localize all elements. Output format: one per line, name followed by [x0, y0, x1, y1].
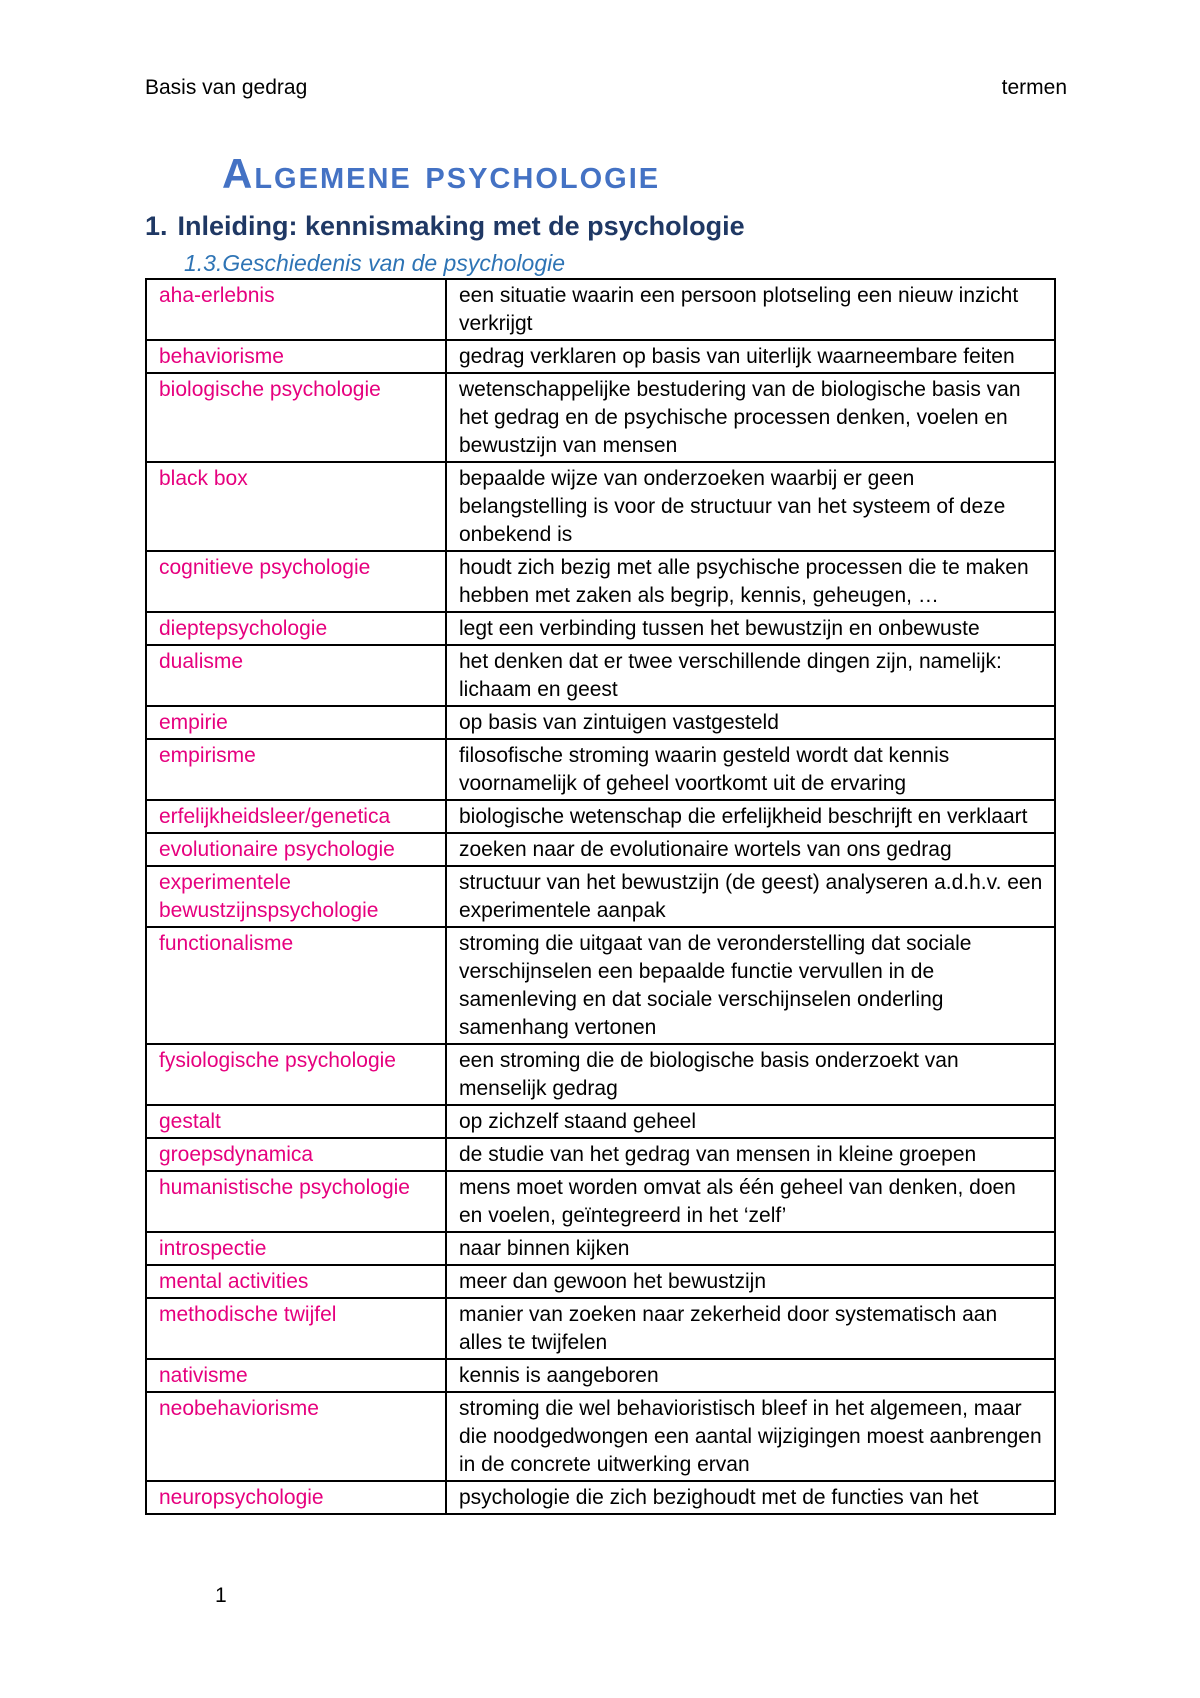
header-left: Basis van gedrag [145, 76, 308, 99]
definition-cell: gedrag verklaren op basis van uiterlijk waarneembare feiten [446, 340, 1055, 373]
definition-cell: stroming die uitgaat van de veronderstelling dat sociale verschijnselen een bepaalde functie vervullen in de samenleving en dat sociale verschijnselen onderling samenhang vertonen [446, 927, 1055, 1044]
term-cell: humanistische psychologie [146, 1171, 446, 1232]
definition-cell: legt een verbinding tussen het bewustzijn en onbewuste [446, 612, 1055, 645]
chapter-number: 1. [145, 211, 168, 241]
definition-cell: houdt zich bezig met alle psychische processen die te maken hebben met zaken als begrip, kennis, geheugen, … [446, 551, 1055, 612]
term-cell: nativisme [146, 1359, 446, 1392]
term-cell: neobehaviorisme [146, 1392, 446, 1481]
page-number: 1 [215, 1584, 227, 1607]
term-cell: dualisme [146, 645, 446, 706]
table-row [146, 833, 1055, 866]
definition-cell: filosofische stroming waarin gesteld wordt dat kennis voornamelijk of geheel voortkomt uit de ervaring [446, 739, 1055, 800]
term-cell: aha-erlebnis [146, 279, 446, 340]
term-cell: evolutionaire psychologie [146, 833, 446, 866]
term-cell: introspectie [146, 1232, 446, 1265]
definition-cell: meer dan gewoon het bewustzijn [446, 1265, 1055, 1298]
table-row [146, 373, 1055, 462]
table-row [146, 279, 1055, 340]
document-title: Algemene psychologie [222, 150, 661, 197]
table-row [146, 800, 1055, 833]
term-cell: mental activities [146, 1265, 446, 1298]
term-cell: biologische psychologie [146, 373, 446, 462]
definition-cell: bepaalde wijze van onderzoeken waarbij er geen belangstelling is voor de structuur van het systeem of deze onbekend is [446, 462, 1055, 551]
term-cell: erfelijkheidsleer/genetica [146, 800, 446, 833]
term-cell: empirie [146, 706, 446, 739]
definition-cell: stroming die wel behavioristisch bleef in het algemeen, maar die noodgedwongen een aantal wijzigingen moest aanbrengen in de concrete uitwerking ervan [446, 1392, 1055, 1481]
definition-cell: naar binnen kijken [446, 1232, 1055, 1265]
table-row [146, 866, 1055, 927]
table-row [146, 551, 1055, 612]
table-row [146, 340, 1055, 373]
definition-cell: mens moet worden omvat als één geheel van denken, doen en voelen, geïntegreerd in het ‘zelf’ [446, 1171, 1055, 1232]
definition-cell: een situatie waarin een persoon plotseling een nieuw inzicht verkrijgt [446, 279, 1055, 340]
definition-cell: kennis is aangeboren [446, 1359, 1055, 1392]
table-row [146, 1232, 1055, 1265]
term-cell: cognitieve psychologie [146, 551, 446, 612]
table-row [146, 1138, 1055, 1171]
term-cell: experimentele bewustzijnspsychologie [146, 866, 446, 927]
table-row [146, 1105, 1055, 1138]
definition-cell: op zichzelf staand geheel [446, 1105, 1055, 1138]
header-right: termen [1001, 76, 1067, 99]
definition-cell: zoeken naar de evolutionaire wortels van ons gedrag [446, 833, 1055, 866]
term-cell: functionalisme [146, 927, 446, 1044]
table-row [146, 612, 1055, 645]
definition-cell: psychologie die zich bezighoudt met de functies van het [446, 1481, 1055, 1514]
terms-table [145, 278, 1056, 1515]
term-cell: dieptepsychologie [146, 612, 446, 645]
term-cell: black box [146, 462, 446, 551]
definition-cell: het denken dat er twee verschillende dingen zijn, namelijk: lichaam en geest [446, 645, 1055, 706]
section-heading: 1.3.Geschiedenis van de psychologie [184, 250, 566, 276]
term-cell: methodische twijfel [146, 1298, 446, 1359]
definition-cell: op basis van zintuigen vastgesteld [446, 706, 1055, 739]
table-row [146, 1171, 1055, 1232]
definition-cell: structuur van het bewustzijn (de geest) analyseren a.d.h.v. een experimentele aanpak [446, 866, 1055, 927]
table-row [146, 1265, 1055, 1298]
term-cell: gestalt [146, 1105, 446, 1138]
term-cell: behaviorisme [146, 340, 446, 373]
chapter-heading [145, 211, 745, 242]
definition-cell: manier van zoeken naar zekerheid door systematisch aan alles te twijfelen [446, 1298, 1055, 1359]
chapter-title: Inleiding: kennismaking met de psychologie [177, 211, 745, 241]
term-cell: empirisme [146, 739, 446, 800]
term-cell: groepsdynamica [146, 1138, 446, 1171]
term-cell: fysiologische psychologie [146, 1044, 446, 1105]
definition-cell: biologische wetenschap die erfelijkheid beschrijft en verklaart [446, 800, 1055, 833]
term-cell: neuropsychologie [146, 1481, 446, 1514]
table-row [146, 1044, 1055, 1105]
table-row [146, 1359, 1055, 1392]
terms-table-body [146, 279, 1055, 1514]
table-row [146, 739, 1055, 800]
table-row [146, 927, 1055, 1044]
table-row [146, 1298, 1055, 1359]
definition-cell: een stroming die de biologische basis onderzoekt van menselijk gedrag [446, 1044, 1055, 1105]
definition-cell: wetenschappelijke bestudering van de biologische basis van het gedrag en de psychische processen denken, voelen en bewustzijn van mensen [446, 373, 1055, 462]
definition-cell: de studie van het gedrag van mensen in kleine groepen [446, 1138, 1055, 1171]
table-row [146, 645, 1055, 706]
table-row [146, 1481, 1055, 1514]
table-row [146, 706, 1055, 739]
table-row [146, 1392, 1055, 1481]
table-row [146, 462, 1055, 551]
